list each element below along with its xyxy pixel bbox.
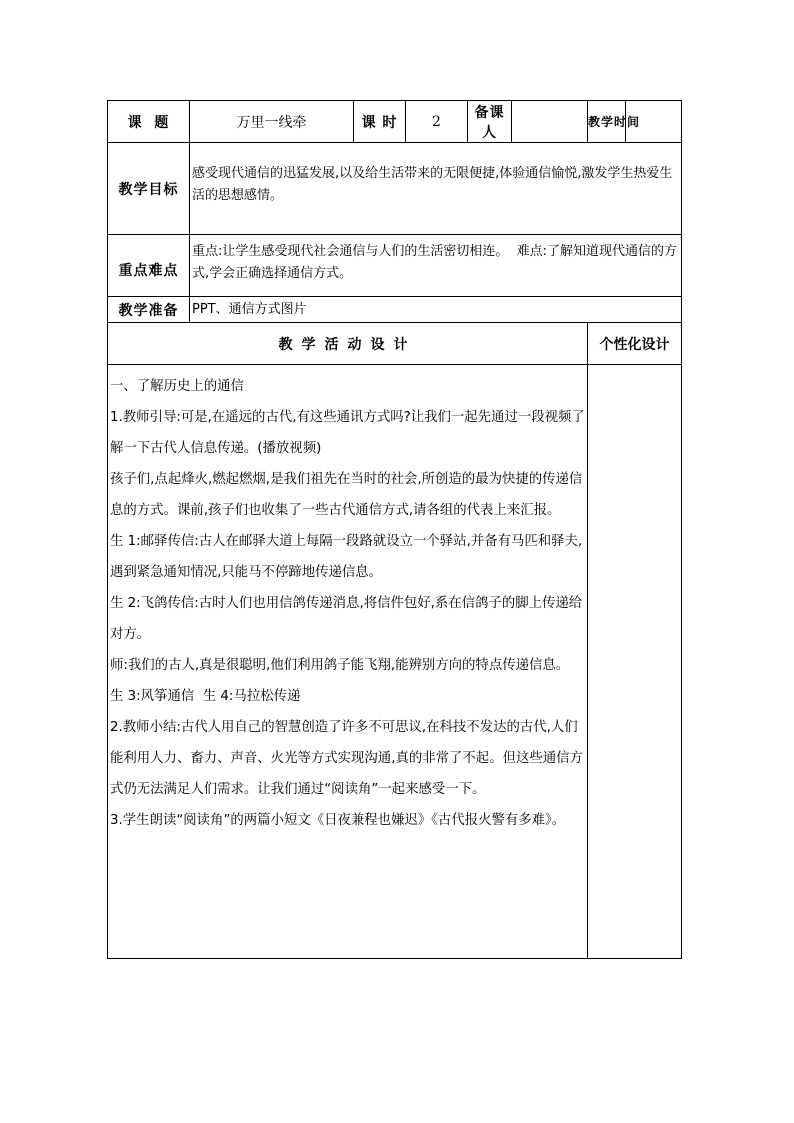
activity-paragraph: 生 3:风筝通信 生 4:马拉松传递 xyxy=(110,689,301,704)
goals-label: 教学目标 xyxy=(108,143,190,235)
time-label: 教学时间 xyxy=(588,101,626,143)
key-points-label: 重点难点 xyxy=(108,235,190,297)
personal-design-label: 个性化设计 xyxy=(588,323,682,365)
activity-design-title: 教学活动设计 xyxy=(108,323,588,365)
topic-label: 课 题 xyxy=(108,101,190,143)
activity-paragraph: 3.学生朗读“阅读角”的两篇小短文《日夜兼程也嫌迟》《古代报火警有多难》。 xyxy=(110,813,566,828)
personal-design-content xyxy=(588,365,682,959)
activity-paragraph: 生 2:飞鸽传信:古时人们也用信鸽传递消息,将信件包好,系在信鸽子的脚上传递给对方。 xyxy=(110,596,583,642)
activity-paragraph: 生 1:邮驿传信:古人在邮驿大道上每隔一段路就设立一个驿站,并备有马匹和驿夫,遇到紧急通知情况,只能马不停蹄地传递信息。 xyxy=(110,534,583,580)
preparation-row xyxy=(108,297,682,323)
activity-paragraph: 孩子们,点起烽火,燃起燃烟,是我们祖先在当时的社会,所创造的最为快捷的传递信息的方式。课前,孩子们也收集了一些古代通信方式,请各组的代表上来汇报。 xyxy=(110,472,583,518)
activity-paragraph: 师:我们的古人,真是很聪明,他们利用鸽子能飞翔,能辨别方向的特点传递信息。 xyxy=(110,658,570,673)
design-content-row xyxy=(108,365,682,959)
key-points-row xyxy=(108,235,682,297)
goals-text: 感受现代通信的迅猛发展,以及给生活带来的无限便捷,体验通信愉悦,激发学生热爱生活的思想感情。 xyxy=(190,143,682,235)
activity-paragraph: 2.教师小结:古代人用自己的智慧创造了许多不可思议,在科技不发达的古代,人们能利用人力、畜力、声音、火光等方式实现沟通,真的非常了不起。但这些通信方式仍无法满足人们需求。让我们通过“阅读角”一起来感受一下。 xyxy=(110,720,583,797)
design-header-row xyxy=(108,323,682,365)
topic-value: 万里一线牵 xyxy=(190,101,354,143)
preparer-label: 备课人 xyxy=(468,101,512,143)
period-label: 课 时 xyxy=(354,101,406,143)
header-row xyxy=(108,101,682,143)
activity-content xyxy=(108,365,588,959)
key-points-text: 重点:让学生感受现代社会通信与人们的生活密切相连。 难点:了解知道现代通信的方式,学会正确选择通信方式。 xyxy=(190,235,682,297)
period-value: 2 xyxy=(406,101,468,143)
preparation-text: PPT、通信方式图片 xyxy=(190,297,682,323)
goals-row xyxy=(108,143,682,235)
preparation-label: 教学准备 xyxy=(108,297,190,323)
activity-paragraph: 1.教师引导:可是,在遥远的古代,有这些通讯方式吗?让我们一起先通过一段视频了解一下古代人信息传递。(播放视频) xyxy=(110,410,585,456)
preparer-value xyxy=(512,101,588,143)
lesson-plan-table xyxy=(107,100,682,959)
activity-paragraph: 一、了解历史上的通信 xyxy=(110,379,244,394)
